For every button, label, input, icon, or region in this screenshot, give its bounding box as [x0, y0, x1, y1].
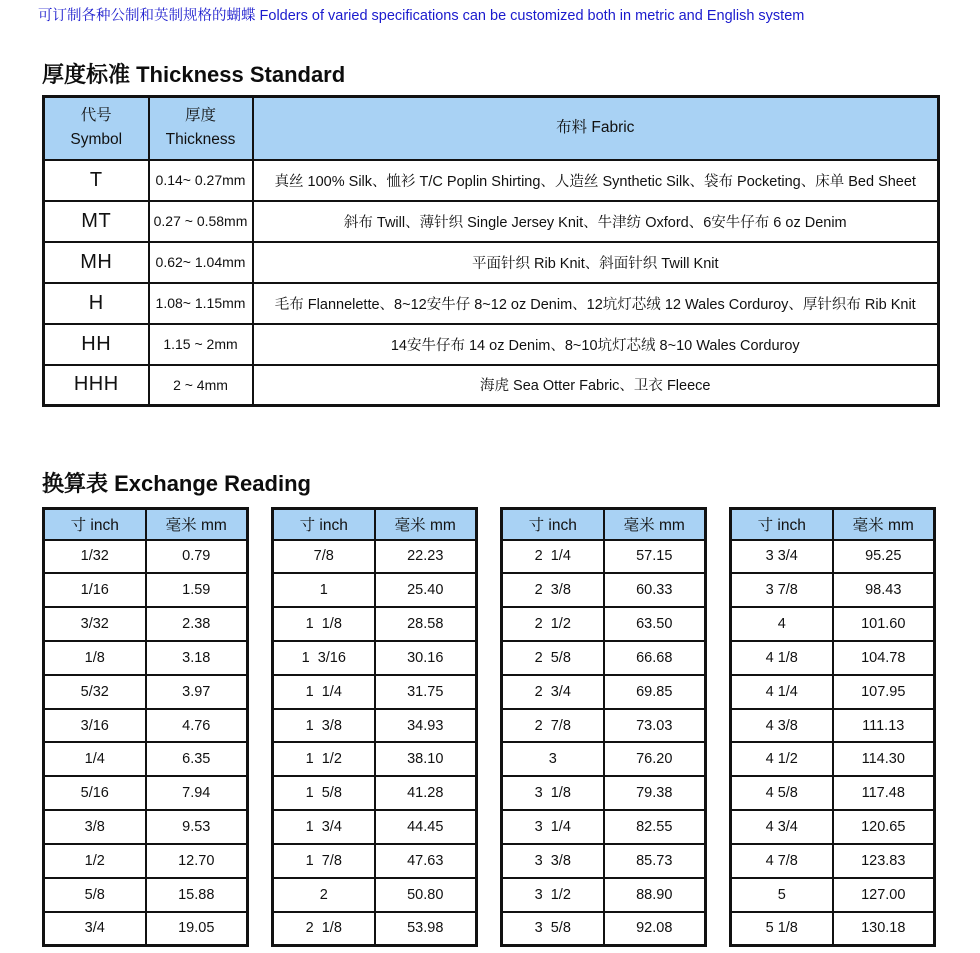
- inch-cell: 1 1/8: [273, 607, 375, 641]
- symbol-header-zh: 代号: [80, 107, 112, 125]
- mm-cell: 44.45: [375, 810, 477, 844]
- inch-cell: 3/32: [44, 607, 146, 641]
- exchange-table-row: [731, 607, 935, 641]
- thickness-table-row: [44, 324, 939, 365]
- inch-cell: 1 1/4: [273, 675, 375, 709]
- inch-cell: 3 5/8: [502, 912, 604, 946]
- mm-cell: 3.18: [146, 641, 248, 675]
- inch-cell: 1 3/8: [273, 709, 375, 743]
- inch-cell: 4 3/8: [731, 709, 833, 743]
- fabric-column-header: 布料 Fabric: [253, 97, 939, 160]
- mm-cell: 25.40: [375, 573, 477, 607]
- inch-cell: 3/16: [44, 709, 146, 743]
- fabric-cell: 真丝 100% Silk、恤衫 T/C Poplin Shirting、人造丝 Synthetic Silk、袋布 Pocketing、床单 Bed Sheet: [253, 160, 939, 201]
- exchange-table-row: [502, 776, 706, 810]
- exchange-table-row: [44, 742, 248, 776]
- exchange-table-row: [731, 742, 935, 776]
- mm-cell: 57.15: [604, 540, 706, 574]
- mm-cell: 98.43: [833, 573, 935, 607]
- inch-cell: 1 3/4: [273, 810, 375, 844]
- symbol-cell: MT: [44, 201, 149, 242]
- exchange-table-row: [502, 810, 706, 844]
- mm-cell: 15.88: [146, 878, 248, 912]
- inch-column-header: 寸 inch: [731, 509, 833, 540]
- inch-cell: 2 3/4: [502, 675, 604, 709]
- mm-cell: 76.20: [604, 742, 706, 776]
- exchange-table-row: [273, 641, 477, 675]
- mm-cell: 104.78: [833, 641, 935, 675]
- thickness-table-row: [44, 160, 939, 201]
- exchange-table-row: [273, 709, 477, 743]
- exchange-table-row: [502, 675, 706, 709]
- exchange-table-row: [44, 776, 248, 810]
- mm-cell: 69.85: [604, 675, 706, 709]
- fabric-cell: 14安牛仔布 14 oz Denim、8~10坑灯芯绒 8~10 Wales Corduroy: [253, 324, 939, 365]
- exchange-table-row: [502, 641, 706, 675]
- mm-cell: 120.65: [833, 810, 935, 844]
- mm-cell: 2.38: [146, 607, 248, 641]
- exchange-table-row: [502, 540, 706, 574]
- inch-cell: 3 7/8: [731, 573, 833, 607]
- inch-cell: 3/4: [44, 912, 146, 946]
- inch-cell: 5/32: [44, 675, 146, 709]
- inch-column-header: 寸 inch: [44, 509, 146, 540]
- mm-cell: 130.18: [833, 912, 935, 946]
- inch-cell: 4 1/2: [731, 742, 833, 776]
- exchange-table-row: [731, 709, 935, 743]
- mm-cell: 22.23: [375, 540, 477, 574]
- exchange-table-row: [502, 742, 706, 776]
- inch-column-header: 寸 inch: [273, 509, 375, 540]
- thickness-table-row: [44, 365, 939, 406]
- symbol-cell: MH: [44, 242, 149, 283]
- mm-cell: 73.03: [604, 709, 706, 743]
- inch-cell: 5/16: [44, 776, 146, 810]
- exchange-table-row: [502, 844, 706, 878]
- exchange-table-row: [273, 675, 477, 709]
- thickness-cell: 0.14~ 0.27mm: [149, 160, 253, 201]
- inch-cell: 1/32: [44, 540, 146, 574]
- mm-cell: 1.59: [146, 573, 248, 607]
- mm-column-header: 毫米 mm: [375, 509, 477, 540]
- mm-cell: 38.10: [375, 742, 477, 776]
- mm-cell: 9.53: [146, 810, 248, 844]
- exchange-tables-row: [42, 507, 936, 947]
- exchange-table-row: [273, 844, 477, 878]
- exchange-table-row: [273, 912, 477, 946]
- exchange-table-header-row: [731, 509, 935, 540]
- mm-cell: 88.90: [604, 878, 706, 912]
- inch-cell: 1 1/2: [273, 742, 375, 776]
- exchange-table-row: [273, 607, 477, 641]
- exchange-table-row: [731, 641, 935, 675]
- exchange-table-row: [273, 540, 477, 574]
- thickness-cell: 0.27 ~ 0.58mm: [149, 201, 253, 242]
- inch-cell: 3/8: [44, 810, 146, 844]
- mm-cell: 60.33: [604, 573, 706, 607]
- inch-cell: 2 7/8: [502, 709, 604, 743]
- exchange-table-row: [273, 776, 477, 810]
- exchange-table-3: [500, 507, 707, 947]
- symbol-column-header: [44, 97, 149, 160]
- inch-cell: 4 1/8: [731, 641, 833, 675]
- mm-cell: 4.76: [146, 709, 248, 743]
- thickness-header-en: Thickness: [165, 131, 236, 149]
- fabric-cell: 平面针织 Rib Knit、斜面针织 Twill Knit: [253, 242, 939, 283]
- mm-cell: 6.35: [146, 742, 248, 776]
- exchange-table-row: [731, 540, 935, 574]
- exchange-table-row: [731, 810, 935, 844]
- exchange-reading-heading: 换算表 Exchange Reading: [42, 471, 311, 496]
- exchange-table-row: [44, 641, 248, 675]
- inch-cell: 2 1/2: [502, 607, 604, 641]
- exchange-table-row: [731, 912, 935, 946]
- mm-cell: 107.95: [833, 675, 935, 709]
- inch-cell: 3 3/8: [502, 844, 604, 878]
- inch-cell: 2 3/8: [502, 573, 604, 607]
- inch-cell: 4 5/8: [731, 776, 833, 810]
- mm-cell: 31.75: [375, 675, 477, 709]
- exchange-table-4: [729, 507, 936, 947]
- mm-cell: 53.98: [375, 912, 477, 946]
- symbol-header-en: Symbol: [70, 131, 123, 149]
- mm-cell: 47.63: [375, 844, 477, 878]
- mm-cell: 127.00: [833, 878, 935, 912]
- exchange-table-row: [44, 810, 248, 844]
- thickness-table-row: [44, 283, 939, 324]
- inch-cell: 2: [273, 878, 375, 912]
- inch-cell: 3 1/8: [502, 776, 604, 810]
- inch-cell: 3 3/4: [731, 540, 833, 574]
- mm-cell: 82.55: [604, 810, 706, 844]
- inch-cell: 1: [273, 573, 375, 607]
- exchange-table-header-row: [44, 509, 248, 540]
- symbol-cell: HHH: [44, 365, 149, 406]
- exchange-table-row: [731, 844, 935, 878]
- inch-cell: 2 5/8: [502, 641, 604, 675]
- inch-cell: 1/16: [44, 573, 146, 607]
- exchange-table-1: [42, 507, 249, 947]
- inch-column-header: 寸 inch: [502, 509, 604, 540]
- mm-cell: 114.30: [833, 742, 935, 776]
- mm-column-header: 毫米 mm: [146, 509, 248, 540]
- mm-cell: 12.70: [146, 844, 248, 878]
- fabric-cell: 毛布 Flannelette、8~12安牛仔 8~12 oz Denim、12坑灯芯绒 12 Wales Corduroy、厚针织布 Rib Knit: [253, 283, 939, 324]
- exchange-table-row: [731, 573, 935, 607]
- inch-cell: 5: [731, 878, 833, 912]
- mm-column-header: 毫米 mm: [604, 509, 706, 540]
- thickness-standard-heading: 厚度标准 Thickness Standard: [42, 62, 346, 87]
- exchange-table-row: [502, 878, 706, 912]
- inch-cell: 5 1/8: [731, 912, 833, 946]
- mm-cell: 95.25: [833, 540, 935, 574]
- inch-cell: 5/8: [44, 878, 146, 912]
- mm-cell: 92.08: [604, 912, 706, 946]
- inch-cell: 2 1/8: [273, 912, 375, 946]
- exchange-table-row: [731, 878, 935, 912]
- inch-cell: 3 1/2: [502, 878, 604, 912]
- exchange-table-row: [44, 675, 248, 709]
- exchange-table-row: [273, 742, 477, 776]
- inch-cell: 4: [731, 607, 833, 641]
- thickness-cell: 1.15 ~ 2mm: [149, 324, 253, 365]
- exchange-table-row: [731, 776, 935, 810]
- thickness-cell: 0.62~ 1.04mm: [149, 242, 253, 283]
- thickness-column-header: [149, 97, 253, 160]
- thickness-table-row: [44, 242, 939, 283]
- inch-cell: 3 1/4: [502, 810, 604, 844]
- inch-cell: 1 5/8: [273, 776, 375, 810]
- exchange-table-row: [44, 709, 248, 743]
- exchange-table-2: [271, 507, 478, 947]
- thickness-table-header-row: [44, 97, 939, 160]
- thickness-standard-table: [42, 95, 940, 407]
- thickness-table-row: [44, 201, 939, 242]
- thickness-cell: 1.08~ 1.15mm: [149, 283, 253, 324]
- exchange-table-row: [731, 675, 935, 709]
- mm-cell: 123.83: [833, 844, 935, 878]
- exchange-table-row: [502, 912, 706, 946]
- fabric-cell: 海虎 Sea Otter Fabric、卫衣 Fleece: [253, 365, 939, 406]
- inch-cell: 1 7/8: [273, 844, 375, 878]
- inch-cell: 1/8: [44, 641, 146, 675]
- mm-cell: 41.28: [375, 776, 477, 810]
- symbol-cell: HH: [44, 324, 149, 365]
- exchange-table-row: [502, 573, 706, 607]
- inch-cell: 1/2: [44, 844, 146, 878]
- mm-cell: 101.60: [833, 607, 935, 641]
- exchange-table-row: [44, 878, 248, 912]
- exchange-table-row: [44, 540, 248, 574]
- mm-cell: 66.68: [604, 641, 706, 675]
- fabric-cell: 斜布 Twill、薄针织 Single Jersey Knit、牛津纺 Oxford、6安牛仔布 6 oz Denim: [253, 201, 939, 242]
- exchange-table-header-row: [502, 509, 706, 540]
- exchange-table-header-row: [273, 509, 477, 540]
- mm-cell: 79.38: [604, 776, 706, 810]
- symbol-cell: H: [44, 283, 149, 324]
- exchange-table-row: [44, 844, 248, 878]
- mm-cell: 19.05: [146, 912, 248, 946]
- mm-cell: 63.50: [604, 607, 706, 641]
- inch-cell: 3: [502, 742, 604, 776]
- exchange-table-row: [273, 810, 477, 844]
- symbol-cell: T: [44, 160, 149, 201]
- mm-cell: 3.97: [146, 675, 248, 709]
- exchange-table-row: [273, 573, 477, 607]
- top-note: 可订制各种公制和英制规格的蝴蝶 Folders of varied specifications can be customized both in metric and English system: [38, 8, 805, 24]
- inch-cell: 1 3/16: [273, 641, 375, 675]
- inch-cell: 7/8: [273, 540, 375, 574]
- exchange-table-row: [273, 878, 477, 912]
- inch-cell: 1/4: [44, 742, 146, 776]
- thickness-header-zh: 厚度: [184, 107, 216, 125]
- exchange-table-row: [502, 607, 706, 641]
- exchange-table-row: [44, 607, 248, 641]
- mm-cell: 0.79: [146, 540, 248, 574]
- exchange-table-row: [44, 573, 248, 607]
- exchange-table-row: [44, 912, 248, 946]
- mm-cell: 50.80: [375, 878, 477, 912]
- mm-cell: 117.48: [833, 776, 935, 810]
- inch-cell: 4 3/4: [731, 810, 833, 844]
- exchange-table-row: [502, 709, 706, 743]
- inch-cell: 4 1/4: [731, 675, 833, 709]
- mm-cell: 111.13: [833, 709, 935, 743]
- inch-cell: 2 1/4: [502, 540, 604, 574]
- mm-cell: 85.73: [604, 844, 706, 878]
- mm-cell: 30.16: [375, 641, 477, 675]
- inch-cell: 4 7/8: [731, 844, 833, 878]
- mm-cell: 28.58: [375, 607, 477, 641]
- mm-cell: 7.94: [146, 776, 248, 810]
- mm-cell: 34.93: [375, 709, 477, 743]
- thickness-cell: 2 ~ 4mm: [149, 365, 253, 406]
- mm-column-header: 毫米 mm: [833, 509, 935, 540]
